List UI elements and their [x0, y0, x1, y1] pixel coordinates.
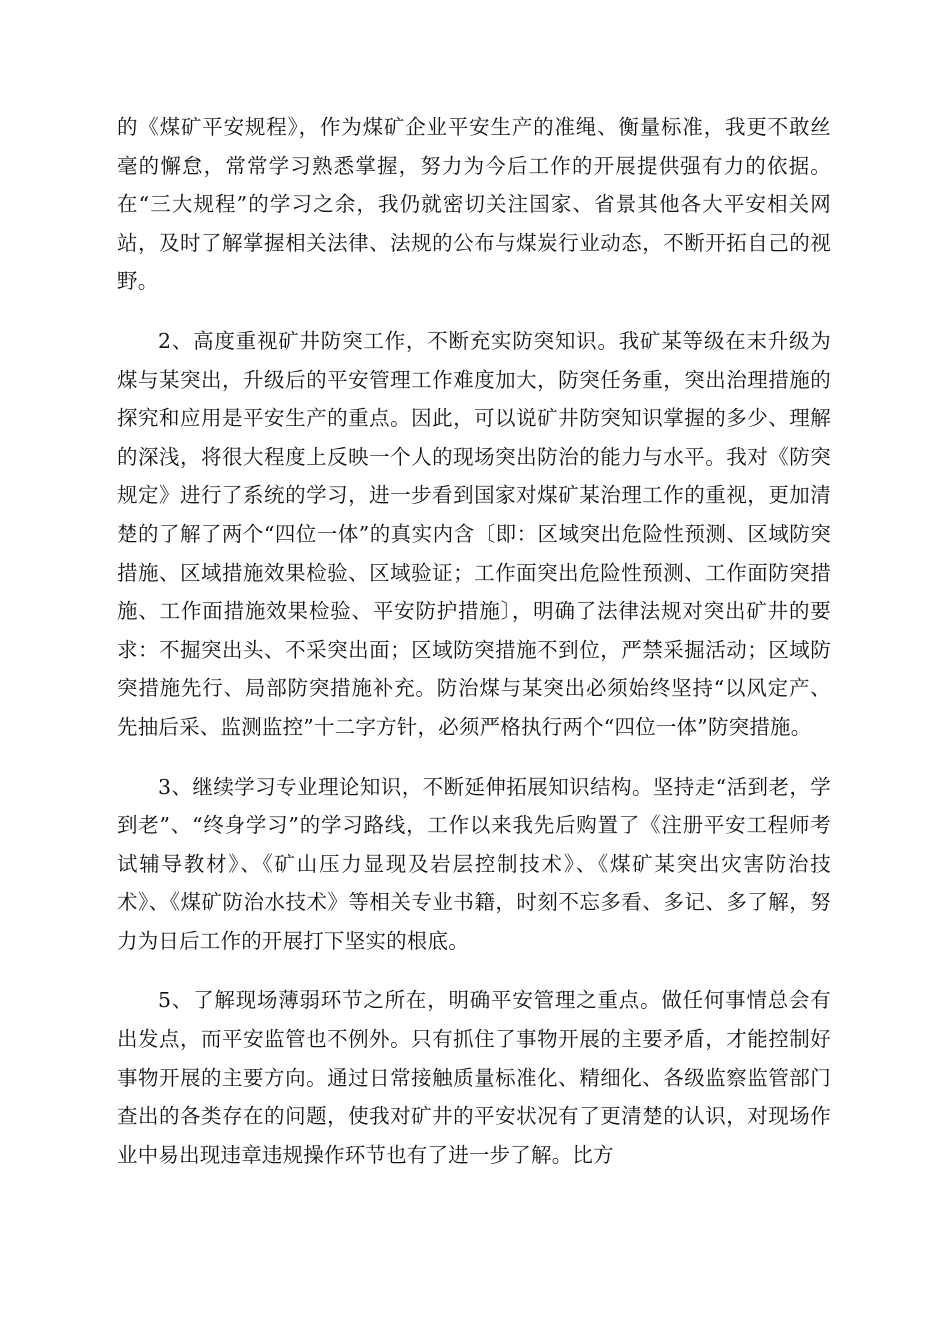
paragraph-3-professional-study: 3、继续学习专业理论知识，不断延伸拓展知识结构。坚持走“活到老，学到老”、“终身学习”的学习路线，工作以来我先后购置了《注册平安工程师考试辅导教材》、《矿山压力显现及岩层控制技术》、《煤矿某突出灾害防治技术》、《煤矿防治水技术》等相关专业书籍，时刻不忘多看、多记、多了解，努力为日后工作的开展打下坚实的根底。 — [117, 774, 831, 953]
document-body — [117, 108, 831, 1174]
paragraph-continuation: 的《煤矿平安规程》，作为煤矿企业平安生产的准绳、衡量标准，我更不敢丝毫的懈怠，常常学习熟悉掌握，努力为今后工作的开展提供强有力的依据。在“三大规程”的学习之余，我仍就密切关注国家、省景其他各大平安相关网站，及时了解掌握相关法律、法规的公布与煤炭行业动态，不断开拓自己的视野。 — [117, 115, 831, 294]
paragraph-2-outburst-prevention: 2、高度重视矿井防突工作，不断充实防突知识。我矿某等级在末升级为煤与某突出，升级后的平安管理工作难度加大，防突任务重，突出治理措施的探究和应用是平安生产的重点。因此，可以说矿井防突知识掌握的多少、理解的深浅，将很大程度上反映一个人的现场突出防治的能力与水平。我对《防突规定》进行了系统的学习，进一步看到国家对煤矿某治理工作的重视，更加清楚的了解了两个“四位一体”的真实内含〔即：区域突出危险性预测、区域防突措施、区域措施效果检验、区域验证；工作面突出危险性预测、工作面防突措施、工作面措施效果检验、平安防护措施〕，明确了法律法规对突出矿井的要求：不掘突出头、不采突出面；区域防突措施不到位，严禁采掘活动；区域防突措施先行、局部防突措施补充。防治煤与某突出必须始终坚持“以风定产、先抽后采、监测监控”十二字方针，必须严格执行两个“四位一体”防突措施。 — [117, 328, 831, 739]
paragraph-5-weak-links: 5、了解现场薄弱环节之所在，明确平安管理之重点。做任何事情总会有出发点，而平安监管也不例外。只有抓住了事物开展的主要矛盾，才能控制好事物开展的主要方向。通过日常接触质量标准化、精细化、各级监察监管部门查出的各类存在的问题，使我对矿井的平安状况有了更清楚的认识，对现场作业中易出现违章违规操作环节也有了进一步了解。比方 — [117, 988, 831, 1167]
